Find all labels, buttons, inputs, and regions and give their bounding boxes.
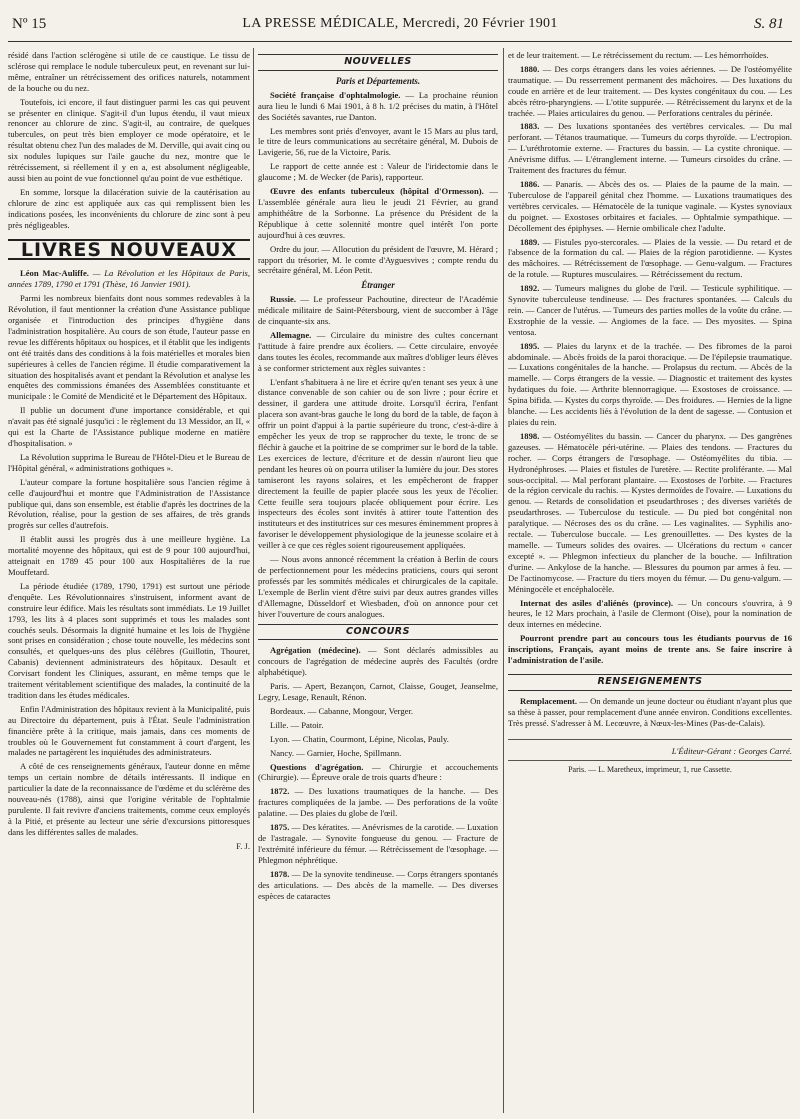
year-text: — Ostéomyélites du bassin. — Cancer du pharynx. — Des gangrènes gazeuses. — Hématocèle péri-utérine. — Plaies des tendons. — Fractures du rocher. — Corps étrangers de l'œsophage. — Ostéomyélites du tibia. — Hydronéphroses. — Plaies et fistules de l'uretère. — Rectite proliférante. — Mal sous-occipital. — Mal perforant plantaire. — Exostoses de l'orbite. — Fractures de la région cervicale du rachis. — Kystes dermoïdes de l'ovaire. — Luxations du genou. — Retards de consolidation et pseudarthroses ; des diverses variétés de pseudarthroses. — Tuberculose du testicule. — Du pied bot congénital non paralytique. — Nécroses des os du crâne. — Les vaginalites. — Syphilis ano-rectale. — Tuberculose buccale. — Les grenouillettes. — Des kystes de la mamelle. — Tumeurs solides des ovaires. — Ulcérations du rectum « cancer excepté ». — Phlegmon infectieux du plancher de la bouche. — Infiltration d'urine. — Ankylose de la hanche. — Blessures du poumon par armes à feu. — De l'actinomycose. — Fracture du tiers moyen du fémur. — Du genu-valgum. — Méningocèle et encéphalocèle. bbox=[508, 430, 792, 594]
year-lead: 1883. bbox=[520, 121, 540, 132]
column-left bbox=[8, 50, 250, 852]
concours-item bbox=[258, 645, 498, 678]
news-text: Les membres sont priés d'envoyer, avant le 15 Mars au plus tard, le titre de leurs communications au secrétaire général, M. Dubois de Lavigerie, 56, rue de la Victoire, Paris. bbox=[258, 125, 498, 158]
concours-item bbox=[258, 786, 498, 819]
etranger-subheading: Étranger bbox=[361, 280, 395, 291]
year-text: — Plaies du larynx et de la trachée. — Des fibromes de la paroi abdominale. — Abcès froids de la paroi thoracique. — De l'épilepsie traumatique. — Luxations congénitales de la hanche. — Prolapsus du rectum. — Abcès de la mamelle. — Corps étrangers de la vessie. — Diagnostic et traitement des kystes hydatiques du foie. — Arthrite blennorragique. — Exostoses de croissance. — Spina bifida. — Kystes du corps thyroïde. — Des froidures. — Hernies de la ligne blanche. — Les accidents liés à l'évolution de la dent de sagesse. — Contusion et plaies du rein. bbox=[508, 340, 792, 427]
news-lead: Russie. bbox=[270, 294, 297, 305]
news-text: Ordre du jour. — Allocution du président de l'œuvre, M. Hérard ; rapport du trésorier, M. le comte d'Ayguesvives ; compte rendu du secrétaire général, M. Léon Petit. bbox=[258, 243, 498, 276]
news-text: — Nous avons annoncé récemment la création à Berlin de cours de perfectionnement pour les médecins praticiens, cours qui seront professés par les sommités médicales et chirurgicales de la capitale. L'exemple de Berlin vient d'être suivi par deux autres grandes villes d'Allemagne, Düsseldorf et Wiesbaden, d'où on annonce pour cet hiver l'ouverture de cours analogues. bbox=[258, 554, 498, 619]
news-item bbox=[258, 161, 498, 183]
concours-item bbox=[258, 681, 498, 703]
asiles-text: — Un concours s'ouvrira, à 9 heures, le 12 Mars prochain, à l'asile de Clermont (Oise), pour la nomination de deux internes en médecine. bbox=[508, 597, 792, 630]
remplacement-text: — On demande un jeune docteur ou étudiant n'ayant plus que sa thèse à passer, pour remplacement d'une année environ. Conditions excellentes. Très pressé. S'adresser à M. Lecœuvre, à Nœux-les-Mines (Pas-de-Calais). bbox=[508, 695, 792, 728]
news-text: — Le professeur Pachoutine, directeur de l'Académie médicale militaire de Saint-Pétersbourg, vient de succomber à l'âge de cinquante-six ans. bbox=[258, 294, 498, 327]
remplacement-lead: Remplacement. bbox=[520, 695, 578, 706]
column-middle bbox=[258, 50, 498, 904]
concours-text: Paris. — Apert, Bezançon, Carnot, Claisse, Gouget, Jeanselme, Legry, Lesage, Renault, Rénon. bbox=[258, 681, 498, 703]
concours-heading: CONCOURS bbox=[258, 624, 498, 641]
news-lead: Œuvre des enfants tuberculeux (hôpital d'Ormesson). bbox=[270, 186, 484, 197]
signature: F. J. bbox=[236, 840, 250, 851]
book-title: — La Révolution et les Hôpitaux de Paris, années 1789, 1790 et 1791 (Thèse, 16 Janvier 1901). bbox=[8, 268, 250, 290]
renseignements-heading: RENSEIGNEMENTS bbox=[508, 674, 792, 691]
page-number: S. 81 bbox=[754, 16, 784, 32]
news-text: L'enfant s'habituera à ne lire et écrire qu'en tenant ses yeux à une distance convenable de son cahier ou de son livre ; pour écrire et dessiner, il gardera une attitude droite. Lorsqu'il écrira, l'enfant placera son avant-bras gauche le long du bord de la table, de façon à offrir un point d'appui à la partie supérieure du tronc, c'est-à-dire à empêcher les yeux de trop se rapprocher du texte, le tronc de se fléchir à gauche et la poitrine de se comprimer sur le bord de la table. Les exercices de lecture, d'écriture et de dessin n'auront lieu que pendant les heures où on pourra utiliser la lumière du jour. Des stores tamiseront les rayons solaires, et les empêcheront de frapper directement la feuille de papier placée sous les yeux de l'écolier. Cette feuille sera toujours placée obliquement pour écrire. Les inspecteurs des écoles sont invités à attirer toute l'attention des instituteurs et des institutrices sur ces mesures éminemment propres à favoriser le développement physiologique de la jeunesse scolaire et à veiller à ce que ces règles soient rigoureusement appliquées. bbox=[258, 376, 498, 551]
book-author: Léon Mac-Auliffe. bbox=[20, 268, 89, 279]
paragraph: Il établit aussi les progrès dus à une meilleure hygiène. La mortalité moyenne des hôpitaux, qui est de 9 pour 100 aujourd'hui, atteignait en 1789 45 pour 100 aux Hospitalières de la rue Mouffetard. bbox=[8, 534, 250, 577]
concours-item bbox=[258, 720, 498, 731]
news-lead: Allemagne. bbox=[270, 329, 312, 340]
news-item bbox=[258, 244, 498, 277]
column-divider bbox=[503, 48, 504, 1113]
paragraph: La Révolution supprima le Bureau de l'Hôtel-Dieu et le Bureau de l'Hôpital général, « administrations gothiques ». bbox=[8, 451, 250, 473]
year-lead: 1898. bbox=[520, 430, 540, 441]
concours-item bbox=[258, 762, 498, 784]
concours-lead: Agrégation (médecine). bbox=[270, 645, 361, 656]
year-item bbox=[508, 341, 792, 428]
news-lead: Société française d'ophtalmologie. bbox=[270, 89, 401, 100]
news-text: — L'assemblée générale aura lieu le jeudi 21 Février, au grand amphithéâtre de la Sorbonne. La présence du Président de la République à cette solennité montre quel intérêt l'on porte aujourd'hui à ces œuvres. bbox=[258, 186, 498, 240]
concours-text: — Chirurgie et accouchements (Chirurgie). — Épreuve orale de trois quarts d'heure : bbox=[258, 761, 498, 783]
year-item bbox=[508, 64, 792, 119]
concours-text: Bordeaux. — Cabanne, Mongour, Verger. bbox=[270, 705, 414, 716]
news-item bbox=[258, 294, 498, 327]
year-text: — Fistules pyo-stercorales. — Plaies de la vessie. — Du retard et de l'absence de la formation du cal. — Plaies de la région parotidienne. — Kystes des mâchoires. — Rétrécissement de l'œsophage. — Genu-valgum. — Fractures de la rotule. — Ruptures musculaires. — Rétrécissement du rectum. bbox=[508, 236, 792, 280]
year-text: — Panaris. — Abcès des os. — Plaies de la paume de la main. — Tuberculose de l'appareil génital chez l'homme. — Luxations traumatiques des vertèbres cervicales. — Hématocèle de la tunique vaginale. — Kystes synoviaux du poignet. — Exostoses orbitaires et faciales. — Ophtalmie sympathique. — Décollement des épiphyses. — Hernie ombilicale chez l'adulte. bbox=[508, 178, 792, 233]
news-text: — Circulaire du ministre des cultes concernant l'attitude à faire prendre aux écoliers. — Cette circulaire, envoyée dans toutes les écoles, recommande aux maîtres d'obliger leurs élèves à se conformer strictement aux règles suivantes : bbox=[258, 329, 498, 373]
paragraph: La période étudiée (1789, 1790, 1791) est surtout une période d'enquête. Les Révolutionnaires s'instruisent, informent avant de construire leur édifice. Mais les résultats sont immédiats. Le 19 Juillet 1793, les lits à 4 places sont supprimés et tous les malades sont couchés seuls. Désormais la dignité humaine et les lois de l'hygiène sont prises en considération ; chose toute nouvelle, les médecins sont consultés, et quelques-uns des plus célèbres (Guillotin, Thouret, Cabanis) deviennent administrateurs des hôpitaux. Desault et Corvisart fondent les Cliniques, assurant, en même temps que le traitement véritablement scientifique des malades, la continuité de la tradition dans les études médicales. bbox=[8, 580, 250, 700]
concours-item bbox=[258, 822, 498, 866]
paragraph: Il publie un document d'une importance considérable, et qui n'avait pas été signalé jusqu'ici : le règlement du 13 Messidor, an II, « qui est la Charte de l'Assistance publique moderne en matière d'hospitalisation. » bbox=[8, 405, 250, 448]
year-lead: 1895. bbox=[520, 340, 540, 351]
news-item bbox=[258, 554, 498, 619]
paragraph: Enfin l'Administration des hôpitaux revient à la Municipalité, puis au Directoire du département, puis à l'État. Seule l'administration financière prête à la critique, mais jamais, dans ces moments de troubles où le Gouvernement fut constamment à court d'argent, les malades ne partagèrent les inquiétudes des administrateurs. bbox=[8, 703, 250, 758]
year-lead: 1880. bbox=[520, 63, 540, 74]
editor-gerant: L'Éditeur-Gérant : Georges Carré. bbox=[508, 739, 792, 757]
column-right bbox=[508, 50, 792, 776]
year-item bbox=[508, 283, 792, 338]
book-reference bbox=[8, 268, 250, 290]
news-item bbox=[258, 126, 498, 159]
news-item bbox=[258, 377, 498, 552]
year-text: — Des corps étrangers dans les voies aériennes. — De l'ostéomyélite traumatique. — Du resserrement permanent des mâchoires. — Des luxations du coude en arrière et de leur traitement. — Des kystes congénitaux du cou. — Les abcès rétro-pharyngiens. — L'otite suppurée. — Rétrécissement du larynx et de la trachée. — Plaies articulaires du genou. — Perforations centrales du périnée. bbox=[508, 63, 792, 118]
year-lead: 1889. bbox=[520, 236, 540, 247]
concours-text: — Des kératites. — Anévrismes de la carotide. — Luxation de l'astragale. — Synovite fongueuse du genou. — Fracture de l'extrémité inférieure du fémur. — Rétrécissement de l'œsophage. — Phlegmon néphrétique. bbox=[258, 822, 498, 865]
concours-item bbox=[258, 869, 498, 902]
concours-text: — Des luxations traumatiques de la hanche. — Des fractures compliquées de la jambe. — Des perforations de la voûte palatine. — Des plaies du globe de l'œil. bbox=[258, 786, 498, 819]
remplacement-item bbox=[508, 696, 792, 729]
year-item bbox=[508, 179, 792, 234]
year-text: — Tumeurs malignes du globe de l'œil. — Testicule syphilitique. — Synovite tuberculeuse tendineuse. — Des fractures spontanées. — Calculs du rein. — Cancer de l'utérus. — Tumeurs des parties molles de la voûte du crâne. — Exstrophie de la vessie. — Angiomes de la face. — Des myosites. — Spina ventosa. bbox=[508, 283, 792, 337]
year-lead: 1892. bbox=[520, 283, 540, 294]
year-item bbox=[508, 121, 792, 176]
concours-item bbox=[258, 734, 498, 745]
paragraph: résidé dans l'action sclérogène si utile de ce caustique. Le tissu de sclérose qui remplace le nodule tuberculeux peut, en revenant sur lui-même, entraîner un rétrécissement des orifices naturels, notamment de la bouche ou du nez. bbox=[8, 50, 250, 93]
asiles-lead: Internat des asiles d'aliénés (province). bbox=[520, 597, 674, 608]
paragraph: Parmi les nombreux bienfaits dont nous sommes redevables à la Révolution, il faut mentionner la création d'une Assistance publique organisée et l'introduction des principes d'hygiène dans l'administration hospitalière. Au cours de son étude, l'auteur passe en revue les différents hôpitaux ou hospices, et il établit que les indigents ont été traités dans des conditions à la fois matérielles et morales bien supérieures à celles de l'ancien régime. Il étudie comparativement la situation des hospitalisés avant et pendant la Révolution et analyse les enquêtes des commissions émanées des Assemblées constituante et municipale : le Comité de Mendicité et le Département des Hôpitaux. bbox=[8, 293, 250, 402]
concours-lead: 1872. bbox=[270, 786, 290, 797]
news-item bbox=[258, 330, 498, 374]
concours-text: Lille. — Patoir. bbox=[270, 719, 324, 730]
year-lead: 1886. bbox=[520, 178, 540, 189]
page-header bbox=[8, 16, 792, 42]
concours-text: Lyon. — Chatin, Courmont, Lépine, Nicolas, Pauly. bbox=[270, 733, 449, 744]
paragraph: et de leur traitement. — Le rétrécissement du rectum. — Les hémorrhoïdes. bbox=[508, 50, 769, 60]
concours-text: — Sont déclarés admissibles au concours de l'agrégation de médecine auprès des Facultés (ordre alphabétique). bbox=[258, 645, 498, 678]
paragraph: Pourront prendre part au concours tous les étudiants pourvus de 16 inscriptions, Français, ayant moins de trente ans. Se faire inscrire à l'administration de l'asile. bbox=[508, 633, 792, 666]
concours-lead: Questions d'agrégation. bbox=[270, 761, 364, 772]
paris-subheading: Paris et Départements. bbox=[335, 75, 421, 86]
asiles-item bbox=[508, 598, 792, 631]
printer-line: Paris. — L. Maretheux, imprimeur, 1, rue Cassette. bbox=[508, 760, 792, 776]
livres-nouveaux-heading: LIVRES NOUVEAUX bbox=[8, 239, 250, 261]
concours-item bbox=[258, 706, 498, 717]
paragraph: En somme, lorsque la dilacération suivie de la cautérisation au chlorure de zinc est appliquée aux cas qui remplissent bien les indications posées, les inconvénients du chlorure de zinc sont à peu près négligeables. bbox=[8, 186, 250, 230]
news-text: — La prochaine réunion aura lieu le lundi 6 Mai 1901, à 8 h. 1/2 précises du matin, à l'Hôtel des Sociétés savantes, rue Danton. bbox=[258, 89, 498, 122]
concours-lead: 1878. bbox=[270, 868, 290, 879]
journal-title: LA PRESSE MÉDICALE, Mercredi, 20 Février 1901 bbox=[242, 16, 558, 31]
paragraph: L'auteur compare la fortune hospitalière sous l'ancien régime à celle d'aujourd'hui et montre que l'Administration de l'Assistance publique qui, dans son ensemble, est établie d'après les doctrines de la Révolution, réalise, pour la gestion de ses affaires, de très grands progrès sur celles d'autrefois. bbox=[8, 476, 250, 531]
year-text: — Des luxations spontanées des vertèbres cervicales. — Du mal perforant. — Tétanos traumatique. — Tumeurs du corps thyroïde. — L'ectropion. — L'uréthrotomie externe. — Fractures du bassin. — La cystite chronique. — Anévrisme diffus. — L'étranglement interne. — Tumeurs cirsoïdes du crâne. — Traitement des fractures du fémur. bbox=[508, 121, 792, 176]
news-item bbox=[258, 90, 498, 123]
nouvelles-heading: NOUVELLES bbox=[258, 54, 498, 71]
concours-text: Nancy. — Garnier, Hoche, Spillmann. bbox=[270, 747, 402, 758]
issue-number: Nº 15 bbox=[12, 16, 47, 32]
concours-lead: 1875. bbox=[270, 822, 290, 833]
concours-text: — De la synovite tendineuse. — Corps étrangers spontanés des articulations. — Des abcès de la mamelle. — Des diverses espèces de cataractes bbox=[258, 868, 498, 901]
column-divider bbox=[253, 48, 254, 1113]
concours-item bbox=[258, 748, 498, 759]
news-item bbox=[258, 186, 498, 241]
year-item bbox=[508, 431, 792, 595]
year-item bbox=[508, 237, 792, 281]
news-text: Le rapport de cette année est : Valeur de l'iridectomie dans le glaucome ; M. de Wecker (de Paris), rapporteur. bbox=[258, 161, 498, 183]
paragraph: Toutefois, ici encore, il faut distinguer parmi les cas qui peuvent se présenter en clinique. S'agit-il d'un lupus étendu, il vaut mieux renoncer au chlorure de zinc. S'agit-il, au contraire, de quelques tubercules, on peut très bien employer ce mode opératoire, et le résultat obtenu chez l'un des malades de M. Derville, qui avait cinq ou six nodules lupiques sur l'aile gauche du nez, montre que le rétrécissement, si réellement il y en a, est absolument négligeable, aussi bien au point de vue fonctionnel qu'au point de vue esthétique. bbox=[8, 96, 250, 183]
paragraph: A côté de ces renseignements généraux, l'auteur donne en même temps un certain nombre de détails intéressants. Il indique en particulier la date de la reconnaissance de l'œdème et du sclérème des nouveau-nés (1788), ainsi que l'origine véritable de l'ophtalmie purulente. Il fait revivre d'anciens traitements, comme ceux employés à la Pitié, et présente au lecteur une série d'excursions pittoresques dans les différentes salles de malades. bbox=[8, 761, 250, 837]
